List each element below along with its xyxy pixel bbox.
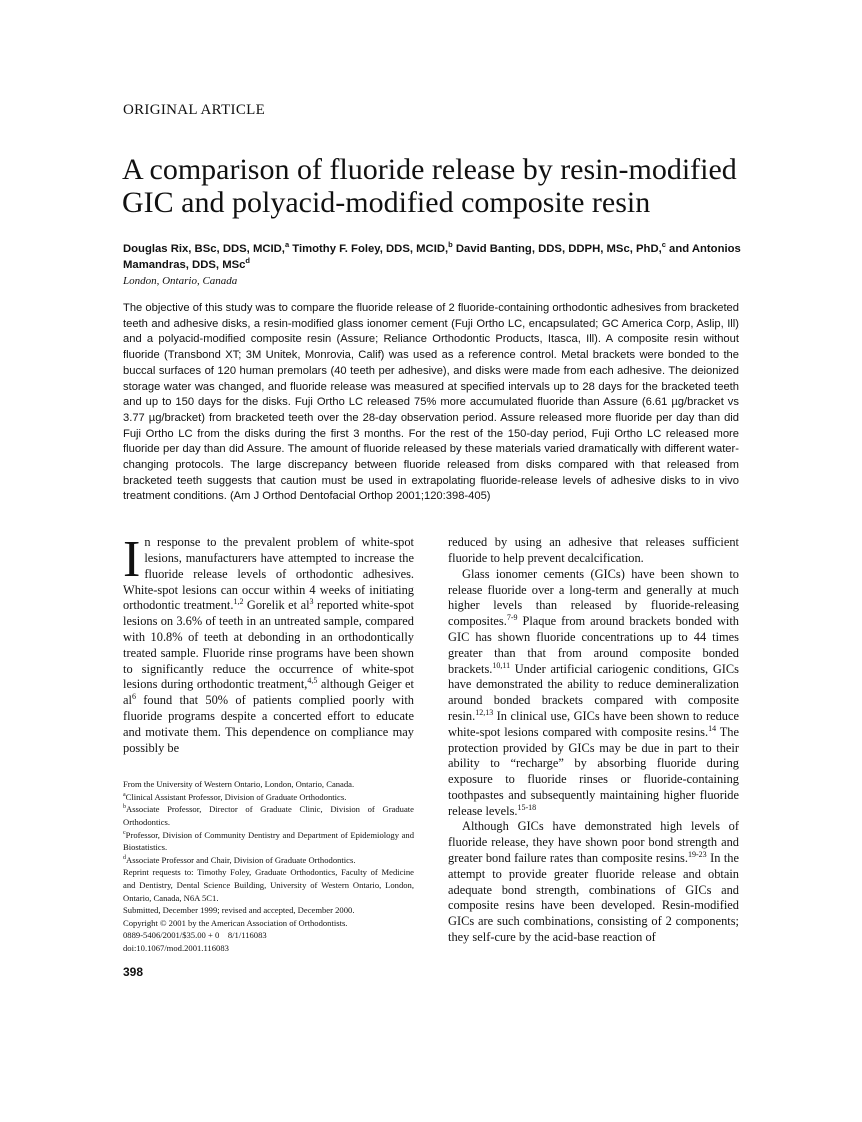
author-list [123, 241, 743, 273]
footnote [123, 829, 417, 854]
author-affiliation-mark: d [245, 256, 251, 266]
footnote-text: Associate Professor, Director of Graduate Clinic, Division of Graduate Orthodontics. [123, 804, 417, 828]
footnote-mark: b [123, 804, 126, 811]
drop-cap: I [123, 531, 141, 589]
article-page [123, 102, 739, 1009]
footnote [123, 917, 414, 930]
body-text: The protection provided by GICs may be due in part to their ability to “recharge” by absorbing fluoride during exposure to fluoride rinses or fluoride-containing toothpastes and subsequently maintaining higher fluoride release levels. [448, 724, 740, 818]
author-affiliation-mark: c [661, 240, 666, 250]
article-title: A comparison of fluoride release by resin-modified GIC and polyacid-modified composite resin [122, 153, 737, 219]
abstract: The objective of this study was to compare the fluoride release of 2 fluoride-containing orthodontic adhesives from bracketed teeth and adhesive disks, a resin-modified glass ionomer cement (Fuji Ortho LC, encapsulated; GC America Corp, Aslip, Ill) and a polyacid-modified composite resin (Assure; Reliance Orthodontic Products, Itasca, Ill). A composite resin without fluoride (Transbond XT; 3M Unitek, Monrovia, Calif) was used as a reference control. Metal brackets were bonded to the buccal surfaces of 120 human premolars (40 teeth per adhesive), and disks were made from each adhesive. The deionized storage water was changed, and fluoride release was measured at specified intervals up to 28 days for the bracketed teeth and up to 150 days for the disks. Fuji Ortho LC released 75% more accumulated fluoride than Assure (6.61 µg/bracket vs 3.77 µg/bracket) from bracketed teeth over the 28-day observation period. Assure released more fluoride per day than did Fuji Ortho LC from the disks during the first 3 months. For the rest of the 150-day period, Fuji Ortho LC released more fluoride per day than did Assure. The amount of fluoride released by these materials varied dramatically with different water-changing protocols. The large discrepancy between fluoride released from disks compared with that released from bracketed teeth suggests that caution must be used in extrapolating fluoride-release levels of adhesive disks to in vivo treatment conditions. (Am J Orthod Dentofacial Orthop 2001;120:398-405) [123, 302, 739, 503]
body-paragraph [448, 567, 739, 820]
author-name: Timothy F. Foley, DDS, MCID, [289, 243, 449, 255]
citation-reference: 7-9 [506, 613, 518, 622]
footnote [123, 904, 414, 917]
left-column-wrapper [123, 531, 417, 979]
body-columns [123, 531, 740, 979]
citation-reference: 4,5 [307, 676, 318, 686]
footnote-mark: c [123, 829, 126, 836]
body-text: Under artificial cariogenic conditions, GICs have demonstrated the ability to reduce demineralization around bonded brackets compared with composite resin. [448, 661, 739, 723]
body-text: Although GICs have demonstrated high levels of fluoride release, they have shown poor bond strength and greater bond failure rates than composite resins. [448, 819, 739, 866]
footnote-mark: d [123, 855, 126, 861]
author-name: and Antonios Mamandras, DDS, MSc [123, 243, 741, 271]
citation-reference: 3 [309, 597, 314, 607]
footnotes [123, 778, 417, 954]
body-text: Gorelik et al [243, 598, 310, 613]
section-label: ORIGINAL ARTICLE [123, 102, 266, 118]
citation-reference: 14 [708, 723, 717, 733]
body-text: n response to the prevalent problem of white-spot lesions, manufacturers have attempted to increase the fluoride release levels of orthodontic adhesives. White-spot lesions can occur within 4 weeks of initiating orthodontic treatment. [123, 535, 414, 613]
footnote [123, 929, 414, 942]
footnote [123, 854, 414, 867]
author-name: David Banting, DDS, DDPH, MSc, PhD, [452, 243, 662, 255]
footnote [123, 778, 414, 791]
footnote [123, 942, 414, 955]
body-left-column [123, 531, 415, 756]
author-name: Douglas Rix, BSc, DDS, MCID, [123, 243, 285, 255]
footnote [123, 803, 417, 828]
body-text: In the attempt to provide greater fluoride release and obtain adequate bond strength, combinations of GICs and composite resins have been developed. Resin-modified GICs are such combinations, consisting of 2 components; they self-cure by the acid-base reaction of [448, 851, 739, 945]
footnote-text: Reprint requests to: Timothy Foley, Graduate Orthodontics, Faculty of Medicine and Dentistry, Dental Science Building, University of Western Ontario, London, Ontario, Canada, N6A 5C1. [123, 867, 417, 903]
author-affiliation-mark: a [284, 240, 290, 250]
footnote-text: Copyright © 2001 by the American Association of Orthodontists. [123, 917, 348, 928]
citation-reference: 12,13 [475, 707, 494, 717]
footnote [123, 791, 414, 804]
body-text: Glass ionomer cements (GICs) have been shown to release fluoride over a long-term and generally at much higher levels than released by fluoride-releasing composites. [448, 566, 739, 629]
body-text: although Geiger et al [123, 677, 415, 708]
footnote [123, 866, 417, 904]
citation-reference: 19-23 [687, 849, 707, 859]
body-paragraph [123, 531, 415, 756]
body-text: found that 50% of patients complied poorly with fluoride programs despite a concerted effort to educate and motivate them. This dependence on compliance may possibly be [123, 693, 414, 755]
footnote-text: 0889-5406/2001/$35.00 + 0 8/1/116083 [123, 930, 267, 941]
author-location: London, Ontario, Canada [123, 275, 238, 287]
body-text: reported white-spot lesions on 3.6% of teeth in an untreated sample, compared with 10.8% of teeth at debonding in an orthodontically treated sample. Fluoride rinse programs have been shown to significantly reduce the occurrence of white-spot lesions during orthodontic treatment, [123, 598, 414, 692]
footnote-mark: a [123, 792, 126, 799]
footnote-text: Submitted, December 1999; revised and accepted, December 2000. [123, 905, 355, 916]
body-text: In clinical use, GICs have been shown to reduce white-spot lesions compared with composite resins. [448, 708, 739, 739]
right-column-wrapper [448, 535, 739, 946]
body-paragraph [448, 535, 739, 567]
footnote-text: doi:10.1067/mod.2001.116083 [123, 943, 229, 954]
citation-reference: 1,2 [233, 597, 244, 607]
footnote-text: From the University of Western Ontario, London, Ontario, Canada. [123, 779, 355, 790]
footnote-text: Professor, Division of Community Dentistry and Department of Epidemiology and Biostatistics. [123, 829, 417, 853]
citation-reference: 6 [131, 691, 136, 701]
body-right-column [448, 535, 739, 946]
citation-reference: 10,11 [492, 660, 511, 670]
body-text: Plaque from around brackets bonded with GIC has shown fluoride concentrations up to 44 times greater than that from around composite bonded brackets. [448, 614, 739, 676]
body-text: reduced by using an adhesive that releases sufficient fluoride to help prevent decalcification. [448, 535, 739, 565]
citation-reference: 15-18 [517, 802, 537, 812]
page-number: 398 [123, 964, 144, 979]
footnote-text: Associate Professor and Chair, Division of Graduate Orthodontics. [126, 854, 356, 865]
body-paragraph [448, 819, 739, 945]
footnote-text: Clinical Assistant Professor, Division of Graduate Orthodontics. [125, 791, 347, 802]
author-affiliation-mark: b [448, 240, 453, 250]
